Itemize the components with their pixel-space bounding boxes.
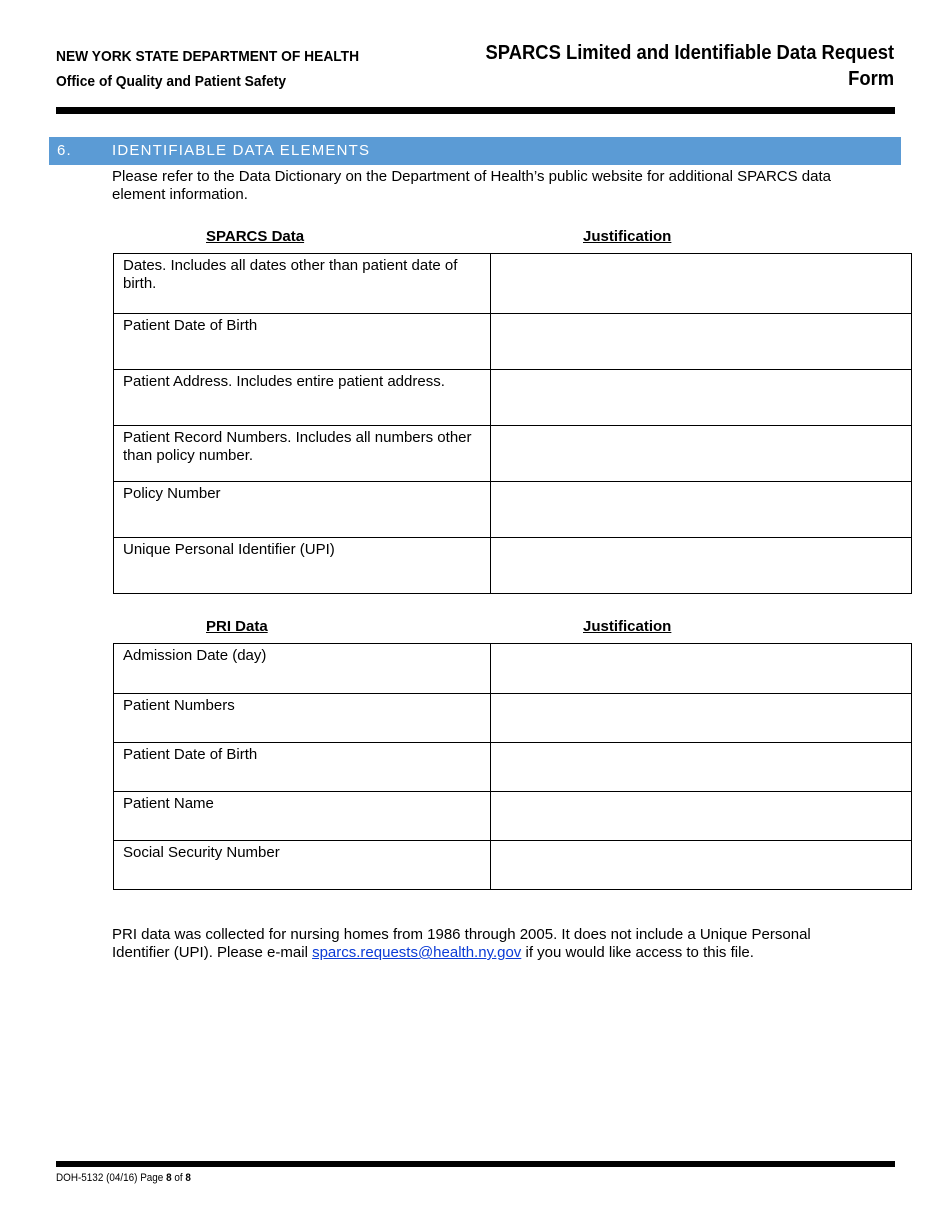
table-row <box>114 254 912 314</box>
header-agency-block <box>56 44 359 94</box>
table-row <box>114 314 912 370</box>
data-element-cell: Unique Personal Identifier (UPI) <box>114 538 491 594</box>
justification-field[interactable] <box>491 314 912 370</box>
table-row <box>114 538 912 594</box>
table-row <box>114 743 912 792</box>
header-divider <box>56 107 895 114</box>
table-row <box>114 482 912 538</box>
pri-note <box>112 926 872 962</box>
justification-field[interactable] <box>491 538 912 594</box>
justification-field[interactable] <box>491 792 912 841</box>
section-number: 6. <box>57 142 72 159</box>
agency-name: NEW YORK STATE DEPARTMENT OF HEALTH <box>56 48 360 65</box>
justification-field[interactable] <box>491 426 912 482</box>
justification-field[interactable] <box>491 644 912 694</box>
table-row <box>114 694 912 743</box>
page-number: 8 <box>166 1172 172 1184</box>
data-element-cell: Patient Address. Includes entire patient address. <box>114 370 491 426</box>
data-element-cell: Patient Date of Birth <box>114 314 491 370</box>
form-title <box>485 40 894 92</box>
data-element-cell: Patient Date of Birth <box>114 743 491 792</box>
page-footer <box>56 1172 191 1184</box>
data-element-cell: Patient Record Numbers. Includes all numbers other than policy number. <box>114 426 491 482</box>
data-element-cell: Patient Numbers <box>114 694 491 743</box>
form-id: DOH-5132 (04/16) Page <box>56 1172 167 1184</box>
pri-data-header: PRI Data <box>206 618 268 635</box>
section-intro: Please refer to the Data Dictionary on the Department of Health’s public website for additional SPARCS data element information. <box>112 168 831 203</box>
justification-field[interactable] <box>491 841 912 890</box>
page-total: 8 <box>185 1172 191 1184</box>
sparcs-data-table <box>113 253 912 594</box>
form-title-line2: Form <box>848 68 894 90</box>
data-element-cell: Admission Date (day) <box>114 644 491 694</box>
justification-field[interactable] <box>491 370 912 426</box>
section-heading <box>49 137 901 165</box>
justification-field[interactable] <box>491 694 912 743</box>
table-row <box>114 841 912 890</box>
section-title: IDENTIFIABLE DATA ELEMENTS <box>112 142 371 159</box>
table-row <box>114 792 912 841</box>
note-text-after: if you would like access to this file. <box>521 944 754 961</box>
data-element-cell: Dates. Includes all dates other than patient date of birth. <box>114 254 491 314</box>
table-row <box>114 644 912 694</box>
email-link[interactable]: sparcs.requests@health.ny.gov <box>312 944 522 961</box>
data-element-cell: Social Security Number <box>114 841 491 890</box>
sparcs-data-header: SPARCS Data <box>206 228 305 245</box>
form-title-line1: SPARCS Limited and Identifiable Data Request <box>485 42 894 64</box>
data-element-cell: Patient Name <box>114 792 491 841</box>
office-name: Office of Quality and Patient Safety <box>56 73 287 90</box>
justification-field[interactable] <box>491 254 912 314</box>
footer-divider <box>56 1161 895 1167</box>
note-text-before: PRI data was collected for nursing homes from 1986 through 2005. It does not include a Unique Personal Identifier (UPI). Please e-mail <box>112 926 811 961</box>
sparcs-justification-header: Justification <box>583 228 672 245</box>
table-row <box>114 426 912 482</box>
justification-field[interactable] <box>491 482 912 538</box>
pri-justification-header: Justification <box>583 618 672 635</box>
pri-data-table <box>113 643 912 890</box>
table-row <box>114 370 912 426</box>
page-of: of <box>171 1172 186 1184</box>
justification-field[interactable] <box>491 743 912 792</box>
data-element-cell: Policy Number <box>114 482 491 538</box>
